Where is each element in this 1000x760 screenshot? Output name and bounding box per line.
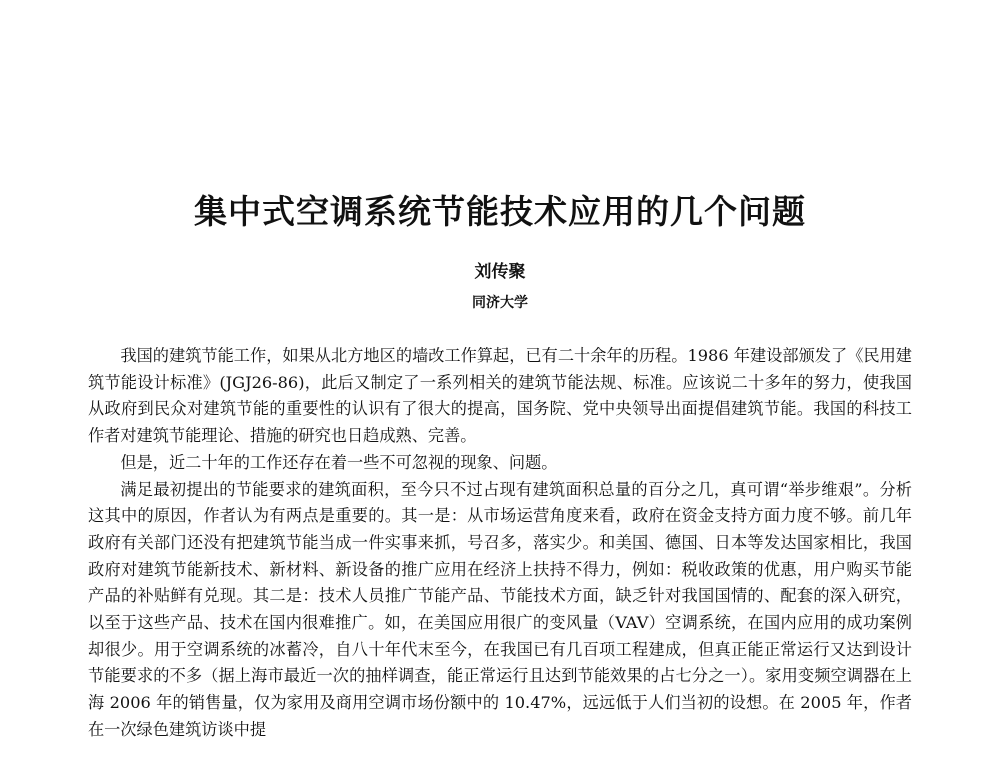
- author-name: 刘传聚: [474, 262, 526, 282]
- paragraph: 但是，近二十年的工作还存在着一些不可忽视的现象、问题。: [120, 452, 558, 472]
- paragraph: 满足最初提出的节能要求的建筑面积，至今只不过占现有建筑面积总量的百分之几，真可谓“举步维艰”。分析这其中的原因，作者认为有两点是重要的。其一是：从市场运营角度来看，政府在资金支持方面力度不够。前几年政府有关部门还没有把建筑节能当成一件实事来抓，号召多，落实少。和美国、德国、日本等发达国家相比，我国政府对建筑节能新技术、新材料、新设备的推广应用在经济上扶持不得力，例如：税收政策的优惠，用户购买节能产品的补贴鲜有兑现。其二是：技术人员推广节能产品、节能技术方面，缺乏针对我国国情的、配套的深入研究，以至于这些产品、技术在国内很难推广。如，在美国应用很广的变风量（VAV）空调系统，在国内应用的成功案例却很少。用于空调系统的冰蓄冷，自八十年代末至今，在我国已有几百项工程建成，但真正能正常运行又达到设计节能要求的不多（据上海市最近一次的抽样调查，能正常运行且达到节能效果的占七分之一）。家用变频空调器在上海 2006 年的销售量，仅为家用及商用空调市场份额中的 10.47%，远远低于人们当初的设想。在 2005 年，作者在一次绿色建筑访谈中提: [88, 479, 912, 739]
- body-text: [88, 343, 912, 744]
- paper-title: 集中式空调系统节能技术应用的几个问题: [194, 192, 806, 231]
- author-affiliation: 同济大学: [472, 295, 528, 311]
- paragraph: 我国的建筑节能工作，如果从北方地区的墙改工作算起，已有二十余年的历程。1986 年建设部颁发了《民用建筑节能设计标准》(JGJ26-86)，此后又制定了一系列相关的建筑节能法规、标准。应该说二十多年的努力，使我国从政府到民众对建筑节能的重要性的认识有了很大的提高，国务院、党中央领导出面提倡建筑节能。我国的科技工作者对建筑节能理论、措施的研究也日趋成熟、完善。: [88, 346, 912, 446]
